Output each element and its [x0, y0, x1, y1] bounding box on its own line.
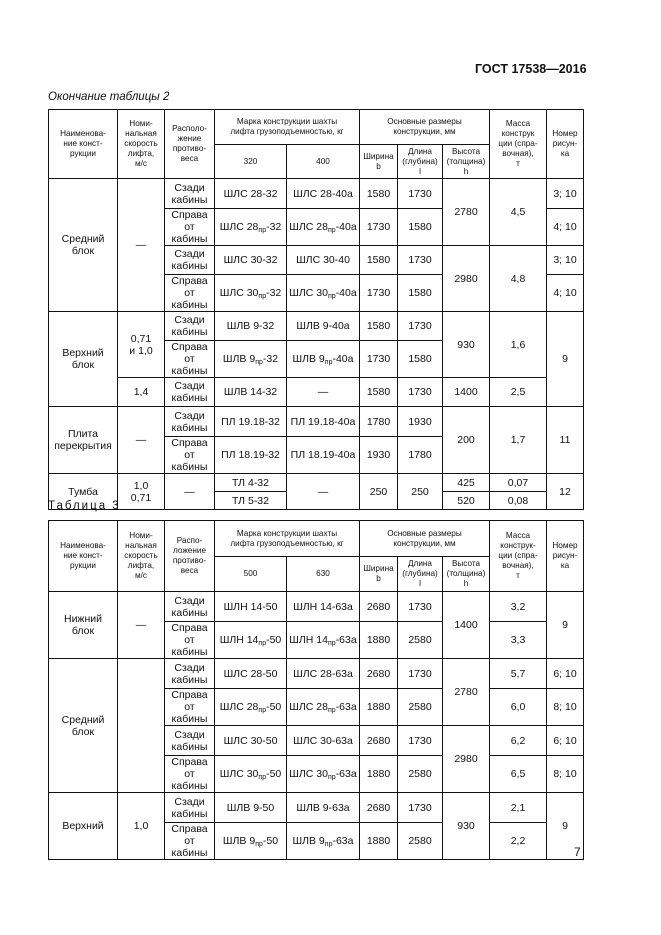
col-header-height: Высота (толщина) h: [443, 145, 490, 179]
cell-position: Сзади кабины: [165, 659, 215, 689]
cell-speed: —: [118, 592, 165, 659]
cell-position: —: [165, 474, 215, 510]
cell-width: 1730: [360, 275, 398, 312]
cell-figure: 9: [547, 312, 584, 407]
cell-mark-b: —: [287, 474, 360, 510]
cell-width: 1880: [360, 823, 398, 860]
cell-name: Плита перекрытия: [49, 407, 118, 474]
cell-mark-a: ТЛ 5-32: [215, 492, 287, 510]
cell-width: 2680: [360, 726, 398, 756]
table-row: [49, 592, 584, 622]
cell-speed: [118, 659, 165, 793]
cell-length: 2580: [398, 756, 443, 793]
cell-mark-a: ШЛС 30-32: [215, 246, 287, 275]
col-header-name: Наименова- ние конст- рукции: [49, 521, 118, 592]
cell-position: Справа от кабины: [165, 756, 215, 793]
cell-position: Сзади кабины: [165, 378, 215, 407]
cell-mass: 5,7: [490, 659, 547, 689]
cell-width: 1580: [360, 378, 398, 407]
table-row: [49, 312, 584, 341]
col-header-length: Длина (глубина) l: [398, 145, 443, 179]
cell-length: 1730: [398, 726, 443, 756]
col-header-dims: Основные размеры конструкции, мм: [360, 521, 490, 557]
cell-name: Верхний блок: [49, 312, 118, 407]
col-header-length: Длина (глубина) l: [398, 557, 443, 592]
col-header-mark-a: 500: [215, 557, 287, 592]
cell-mass: 0,08: [490, 492, 547, 510]
cell-mark-a: ШЛС 28-32: [215, 179, 287, 209]
cell-width: 1580: [360, 246, 398, 275]
cell-mass: 2,2: [490, 823, 547, 860]
cell-position: Справа от кабины: [165, 341, 215, 378]
cell-length: 1730: [398, 378, 443, 407]
cell-mark-b: ШЛС 30-63а: [287, 726, 360, 756]
cell-mark-b: ШЛС 30-40: [287, 246, 360, 275]
cell-width: 1580: [360, 312, 398, 341]
cell-length: 1780: [398, 437, 443, 474]
cell-length: 2580: [398, 823, 443, 860]
cell-position: Сзади кабины: [165, 407, 215, 437]
cell-speed: 0,71 и 1,0: [118, 312, 165, 378]
table-row: [49, 793, 584, 823]
cell-mass: 6,0: [490, 689, 547, 726]
cell-mass: 1,6: [490, 312, 547, 378]
table2: [48, 109, 584, 510]
col-header-width: Ширина b: [360, 145, 398, 179]
cell-position: Справа от кабины: [165, 689, 215, 726]
cell-figure: 6; 10: [547, 726, 584, 756]
cell-mark-a: ПЛ 19.18-32: [215, 407, 287, 437]
cell-speed: —: [118, 407, 165, 474]
cell-height: 2780: [443, 659, 490, 726]
col-header-speed: Номи- нальная скорость лифта, м/с: [118, 110, 165, 179]
cell-width: 2680: [360, 793, 398, 823]
cell-mass: 3,3: [490, 622, 547, 659]
cell-name: Тумба: [49, 474, 118, 510]
cell-position: Сзади кабины: [165, 246, 215, 275]
cell-figure: 12: [547, 474, 584, 510]
cell-mark-a: ШЛВ $9_{пр}-50$: [215, 823, 287, 860]
cell-height: 930: [443, 793, 490, 860]
cell-width: 1930: [360, 437, 398, 474]
cell-mark-a: ШЛС $28_{пр}-32$: [215, 209, 287, 246]
table-row: [49, 659, 584, 689]
cell-mark-a: ШЛН 14-50: [215, 592, 287, 622]
cell-mark-a: ШЛС 28-50: [215, 659, 287, 689]
cell-height: 425: [443, 474, 490, 492]
cell-speed: 1,0: [118, 793, 165, 860]
cell-mass: 2,5: [490, 378, 547, 407]
cell-width: 1580: [360, 179, 398, 209]
cell-mark-b: —: [287, 378, 360, 407]
col-header-mass: Масса конструк- ции (спра- вочная), т: [490, 521, 547, 592]
table2-caption: Окончание таблицы 2: [48, 91, 170, 103]
cell-mark-b: ПЛ 19.18-40а: [287, 407, 360, 437]
cell-figure: 8; 10: [547, 756, 584, 793]
cell-width: 1880: [360, 756, 398, 793]
cell-length: 1580: [398, 209, 443, 246]
cell-mark-b: ШЛН 14-63а: [287, 592, 360, 622]
cell-height: 1400: [443, 592, 490, 659]
cell-width: 1880: [360, 689, 398, 726]
cell-mass: 2,1: [490, 793, 547, 823]
cell-width: 1880: [360, 622, 398, 659]
cell-mark-a: ШЛС $28_{пр}-50$: [215, 689, 287, 726]
cell-length: 1730: [398, 592, 443, 622]
table3-header-row: [49, 521, 584, 557]
cell-speed: 1,0 0,71: [118, 474, 165, 510]
table-row: [49, 407, 584, 437]
cell-width: 1730: [360, 209, 398, 246]
cell-figure: 6; 10: [547, 659, 584, 689]
cell-mark-a: ШЛВ $9_{пр}-32$: [215, 341, 287, 378]
cell-length: 1730: [398, 312, 443, 341]
table-row: [49, 378, 584, 407]
cell-figure: 11: [547, 407, 584, 474]
cell-figure: 9: [547, 592, 584, 659]
cell-mark-b: ПЛ 18.19-40а: [287, 437, 360, 474]
col-header-figure: Номер рисун- ка: [547, 521, 584, 592]
page-number: 7: [574, 845, 581, 859]
cell-width: 1780: [360, 407, 398, 437]
cell-mark-a: ПЛ 18.19-32: [215, 437, 287, 474]
cell-mark-b: ШЛС $30_{пр}-63а$: [287, 756, 360, 793]
cell-position: Сзади кабины: [165, 793, 215, 823]
cell-mark-a: ШЛС $30_{пр}-32$: [215, 275, 287, 312]
col-header-mark: Марка конструкции шахты лифта грузоподъемностью, кг: [215, 110, 360, 145]
cell-mass: 6,5: [490, 756, 547, 793]
cell-position: Сзади кабины: [165, 726, 215, 756]
cell-position: Сзади кабины: [165, 592, 215, 622]
cell-height: 930: [443, 312, 490, 378]
cell-mark-b: ШЛВ 9-63а: [287, 793, 360, 823]
table3-caption: Таблица 3: [48, 500, 121, 512]
cell-length: 2580: [398, 689, 443, 726]
cell-height: 2980: [443, 246, 490, 312]
col-header-dims: Основные размеры конструкции, мм: [360, 110, 490, 145]
cell-height: 200: [443, 407, 490, 474]
cell-mark-b: ШЛВ $9_{пр}-40а$: [287, 341, 360, 378]
cell-position: Сзади кабины: [165, 179, 215, 209]
cell-name: Средний блок: [49, 659, 118, 793]
cell-speed: 1,4: [118, 378, 165, 407]
cell-mark-b: ШЛС 28-63а: [287, 659, 360, 689]
cell-width: 2680: [360, 659, 398, 689]
cell-mark-a: ШЛС $30_{пр}-50$: [215, 756, 287, 793]
cell-mark-b: ШЛВ 9-40а: [287, 312, 360, 341]
cell-height: 2980: [443, 726, 490, 793]
col-header-speed: Номи- нальная скорость лифта, м/с: [118, 521, 165, 592]
cell-figure: 9: [547, 793, 584, 860]
col-header-width: Ширина b: [360, 557, 398, 592]
cell-position: Сзади кабины: [165, 312, 215, 341]
cell-mark-b: ШЛС $28_{пр}-63а$: [287, 689, 360, 726]
cell-name: Верхний: [49, 793, 118, 860]
cell-length: 1580: [398, 341, 443, 378]
cell-width: 2680: [360, 592, 398, 622]
cell-length: 250: [398, 474, 443, 510]
cell-figure: 8; 10: [547, 689, 584, 726]
cell-figure: 3; 10: [547, 246, 584, 275]
cell-height: 520: [443, 492, 490, 510]
document-header: ГОСТ 17538—2016: [475, 62, 587, 76]
cell-length: 1930: [398, 407, 443, 437]
cell-mark-a: ШЛН $14_{пр}-50$: [215, 622, 287, 659]
cell-mark-b: ШЛН $14_{пр}-63а$: [287, 622, 360, 659]
cell-length: 1730: [398, 659, 443, 689]
table2-header-row: [49, 110, 584, 145]
cell-mark-a: ШЛС 30-50: [215, 726, 287, 756]
cell-figure: 4; 10: [547, 209, 584, 246]
cell-length: 1580: [398, 275, 443, 312]
cell-length: 2580: [398, 622, 443, 659]
col-header-position: Располо- жение противо- веса: [165, 110, 215, 179]
cell-position: Справа от кабины: [165, 823, 215, 860]
cell-mass: 0,07: [490, 474, 547, 492]
cell-name: Нижний блок: [49, 592, 118, 659]
cell-speed: —: [118, 179, 165, 312]
cell-position: Справа от кабины: [165, 622, 215, 659]
cell-mass: 4,5: [490, 179, 547, 246]
cell-mark-a: ТЛ 4-32: [215, 474, 287, 492]
col-header-mark-a: 320: [215, 145, 287, 179]
cell-height: 1400: [443, 378, 490, 407]
cell-mass: 4,8: [490, 246, 547, 312]
col-header-name: Наименова- ние конст- рукции: [49, 110, 118, 179]
col-header-mark-b: 630: [287, 557, 360, 592]
col-header-mass: Масса конструк ции (спра- вочная), т: [490, 110, 547, 179]
cell-height: 2780: [443, 179, 490, 246]
cell-position: Справа от кабины: [165, 437, 215, 474]
cell-mark-a: ШЛВ 9-50: [215, 793, 287, 823]
table3: [48, 520, 584, 860]
cell-position: Справа от кабины: [165, 209, 215, 246]
cell-figure: 3; 10: [547, 179, 584, 209]
col-header-mark: Марка конструкции шахты лифта грузоподъемностью, кг: [215, 521, 360, 557]
cell-mass: 6,2: [490, 726, 547, 756]
col-header-height: Высота (толщина) h: [443, 557, 490, 592]
cell-width: 1730: [360, 341, 398, 378]
cell-mark-b: ШЛВ $9_{пр}-63а$: [287, 823, 360, 860]
cell-mass: 1,7: [490, 407, 547, 474]
cell-figure: 4; 10: [547, 275, 584, 312]
cell-position: Справа от кабины: [165, 275, 215, 312]
cell-mass: 3,2: [490, 592, 547, 622]
cell-name: Средний блок: [49, 179, 118, 312]
cell-mark-b: ШЛС $30_{пр}-40а$: [287, 275, 360, 312]
table-row: [49, 474, 584, 492]
cell-length: 1730: [398, 793, 443, 823]
cell-mark-b: ШЛС $28_{пр}-40а$: [287, 209, 360, 246]
cell-mark-b: ШЛС 28-40а: [287, 179, 360, 209]
col-header-figure: Номер рисун- ка: [547, 110, 584, 179]
cell-mark-a: ШЛВ 9-32: [215, 312, 287, 341]
col-header-position: Распо- ложение противо- веса: [165, 521, 215, 592]
cell-width: 250: [360, 474, 398, 510]
cell-length: 1730: [398, 179, 443, 209]
cell-mark-a: ШЛВ 14-32: [215, 378, 287, 407]
col-header-mark-b: 400: [287, 145, 360, 179]
table-row: [49, 179, 584, 209]
cell-length: 1730: [398, 246, 443, 275]
